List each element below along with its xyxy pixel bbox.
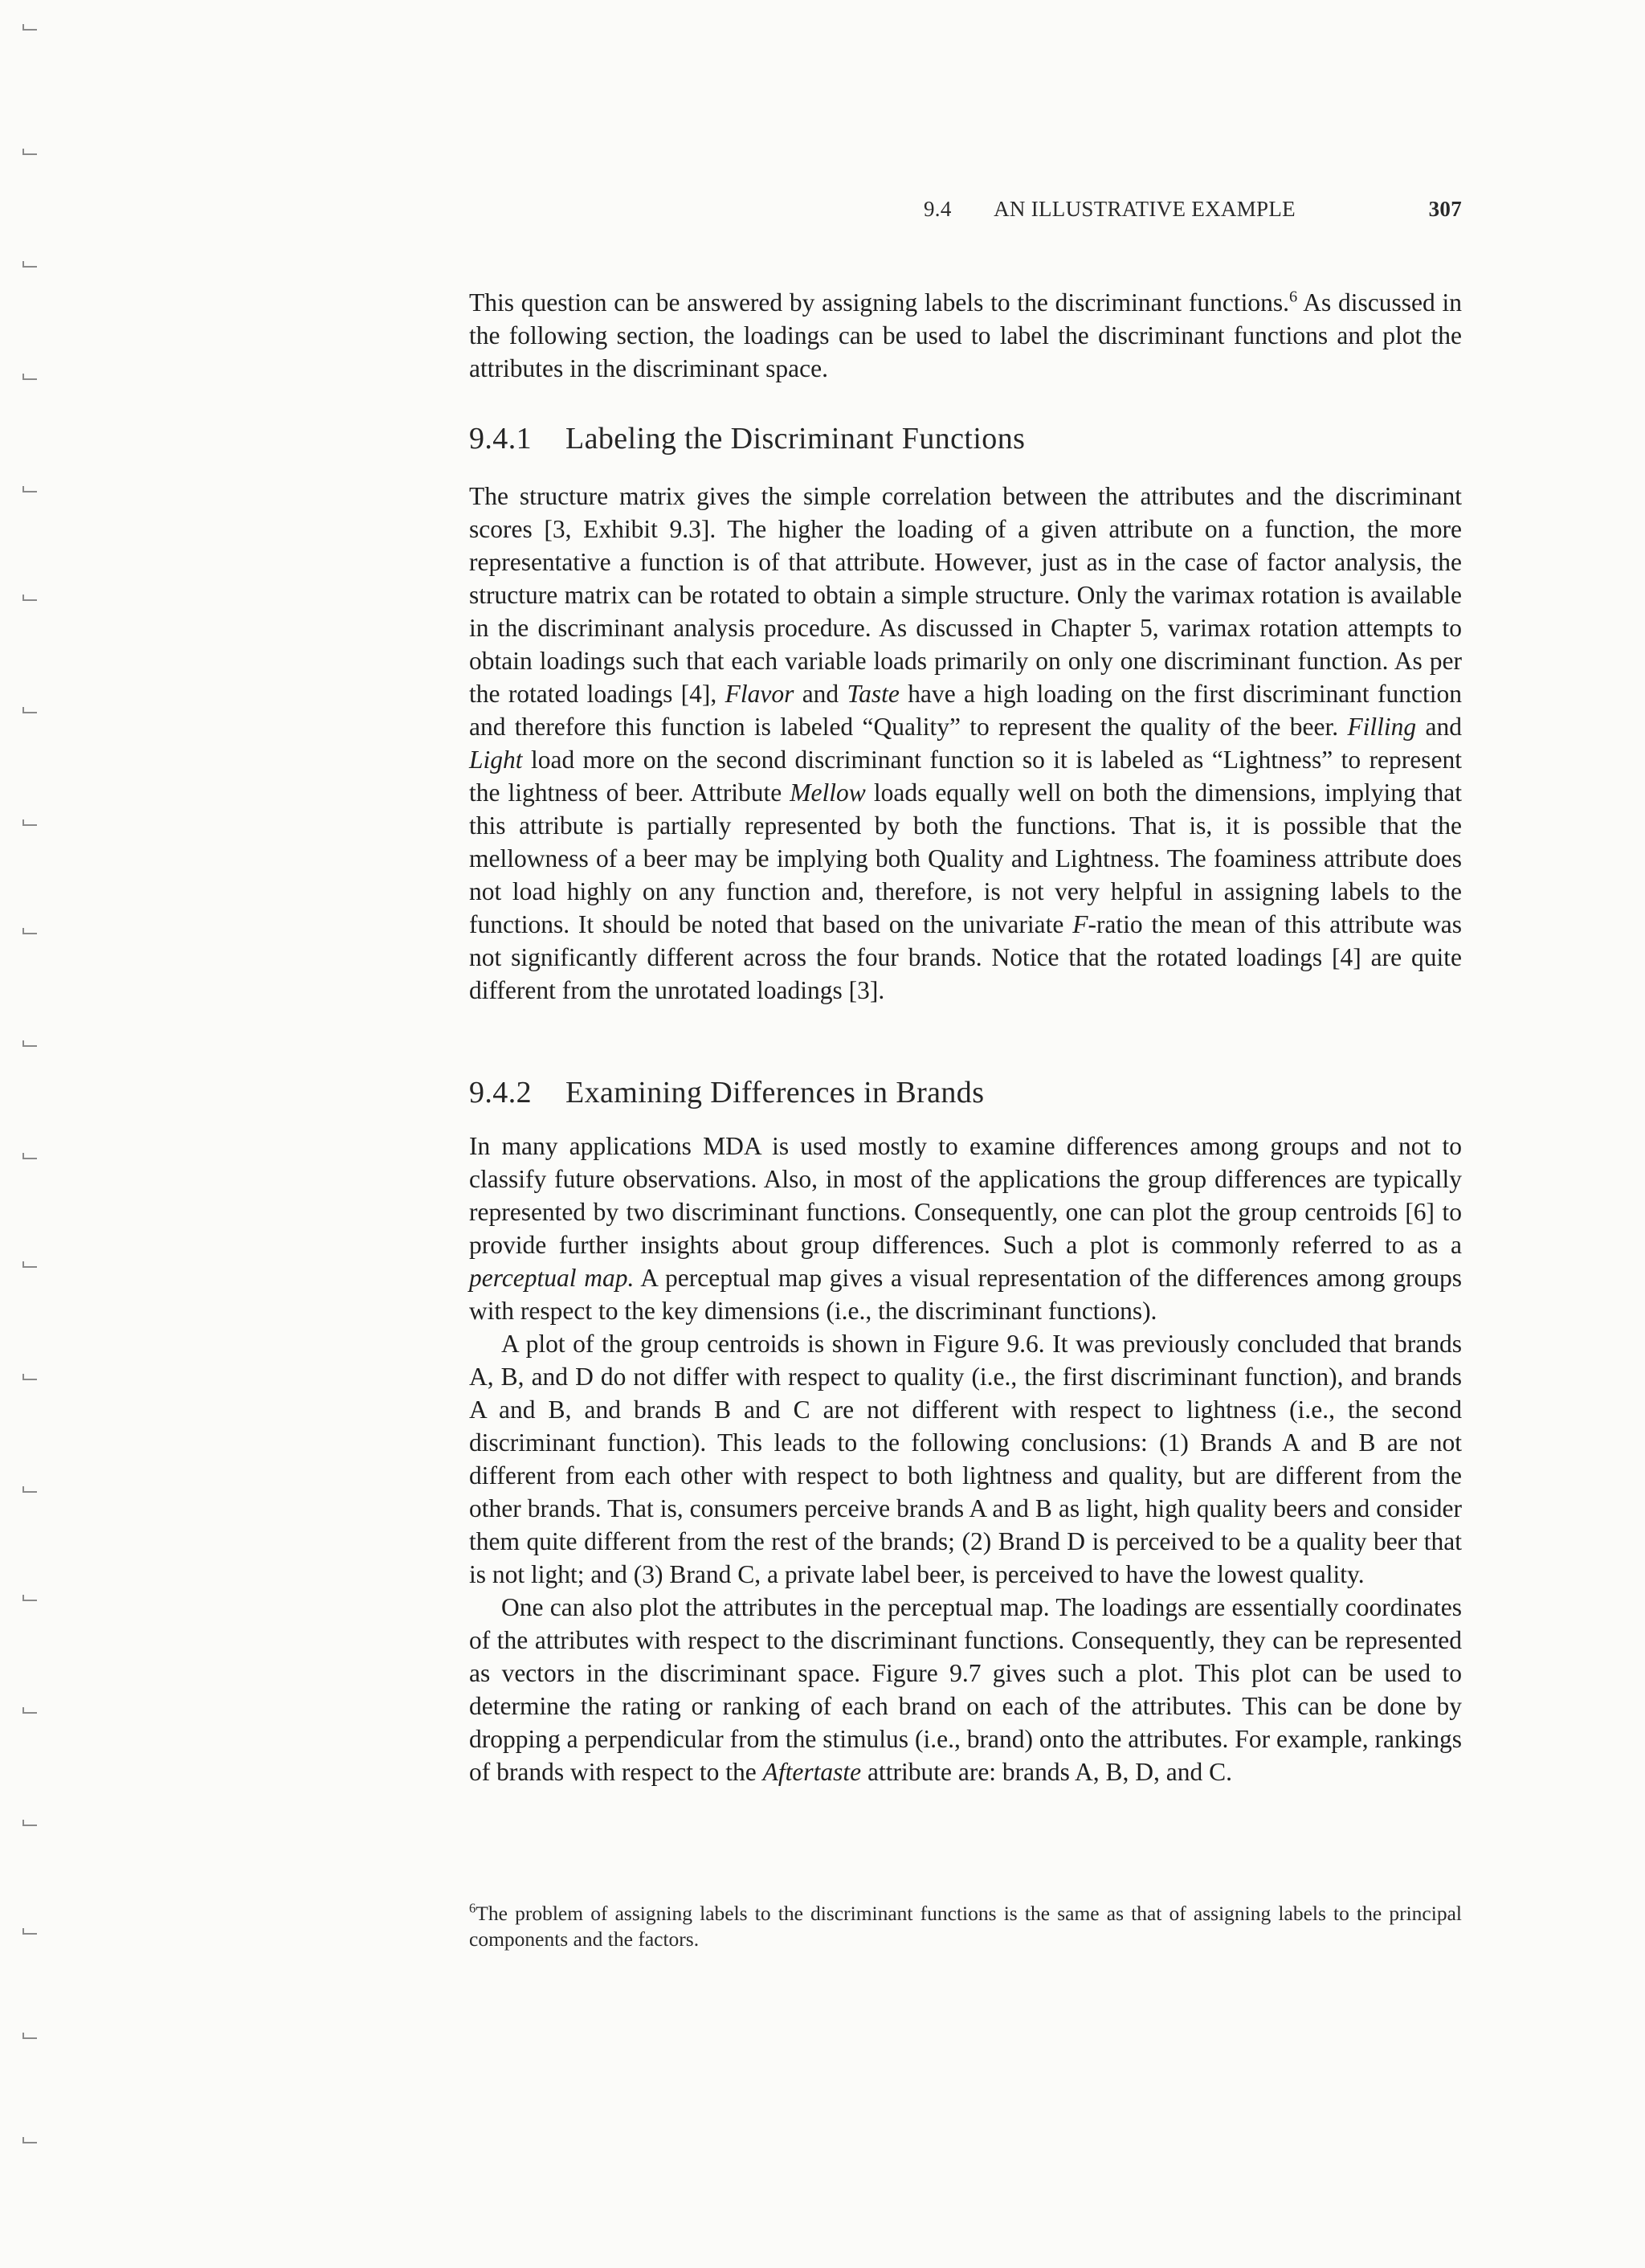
paragraph (469, 1591, 1462, 1788)
binding-mark (22, 1374, 37, 1380)
section-title: Examining Differences in Brands (565, 1076, 985, 1109)
page-number: 307 (1428, 197, 1462, 221)
footnote-reference: 6 (1288, 288, 1298, 306)
binding-mark (22, 707, 37, 713)
binding-mark (22, 1486, 37, 1493)
attribute-flavor: Flavor (725, 680, 794, 708)
text-run: and (794, 680, 847, 708)
binding-mark (22, 149, 37, 155)
intro-paragraph (469, 286, 1462, 385)
footnote-marker: 6 (469, 1900, 476, 1916)
text-run: -ratio the mean of this attribute was not significantly different across the four brands. Notice that the rotated loadings [4] are quite different from the unrotated loadings [3]. (469, 910, 1462, 1004)
binding-mark (22, 595, 37, 601)
section-title: Labeling the Discriminant Functions (565, 422, 1026, 456)
section-heading-941 (469, 421, 1462, 456)
section-number: 9.4.2 (469, 1076, 532, 1109)
running-head (924, 197, 1462, 222)
running-head-section: 9.4 (924, 197, 952, 221)
binding-mark (22, 2137, 37, 2143)
binding-mark (22, 819, 37, 826)
binding-mark (22, 1928, 37, 1935)
term-perceptual-map: perceptual map. (469, 1264, 635, 1292)
text-run: and (1416, 713, 1462, 741)
text-run: The structure matrix gives the simple correlation between the attributes and the discriminant scores [3, Exhibit 9.3]. The higher the loading of a given attribute on a function, the more representative a function is of that attribute. However, just as in the case of factor analysis, the structure matrix can be rotated to obtain a simple structure. Only the varimax rotation is available in the discriminant analysis procedure. As discussed in Chapter 5, varimax rotation attempts to obtain loadings such that each variable loads primarily on only one discriminant function. As per the rotated loadings [4], (469, 482, 1462, 708)
attribute-taste: Taste (847, 680, 900, 708)
binding-mark (22, 486, 37, 492)
text-run: In many applications MDA is used mostly to examine differences among groups and not to classify future observations. Also, in most of the applications the group differences are typically represented by two discriminant functions. Consequently, one can plot the group centroids [6] to provide further insights about group differences. Such a plot is commonly referred to as a (469, 1132, 1462, 1259)
binding-mark (22, 1261, 37, 1268)
binding-mark (22, 261, 37, 268)
footnote-text: The problem of assigning labels to the discriminant functions is the same as that of assigning labels to the principal components and the factors. (469, 1902, 1462, 1951)
attribute-mellow: Mellow (790, 778, 866, 807)
binding-mark (22, 1153, 37, 1159)
paragraph: A plot of the group centroids is shown in Figure 9.6. It was previously concluded that brands A, B, and D do not differ with respect to quality (i.e., the first discriminant function), and brands A and B, and brands B and C are not different with respect to lightness (i.e., the second discriminant function). This leads to the following conclusions: (1) Brands A and B are not different from each other with respect to both lightness and quality, but are different from the other brands. That is, consumers perceive brands A and B as light, high quality beers and consider them quite different from the rest of the brands; (2) Brand D is perceived to be a quality beer that is not light; and (3) Brand C, a private label beer, is perceived to have the lowest quality. (469, 1330, 1462, 1588)
text-run: A perceptual map gives a visual representation of the differences among groups with respect to the key dimensions (i.e., the discriminant functions). (469, 1264, 1462, 1325)
footnote (469, 1901, 1462, 1952)
paragraph (469, 1130, 1462, 1327)
attribute-filling: Filling (1347, 713, 1417, 741)
text-run: loads equally well on both the dimensions, implying that this attribute is partially represented by both the functions. That is, it is possible that the mellowness of a beer may be implying both Quality and Lightness. The foaminess attribute does not load highly on any function and, therefore, is not very helpful in assigning labels to the functions. It should be noted that based on the univariate (469, 778, 1463, 938)
text-run: As discussed in the following section, the loadings can be used to label the discriminant functions and plot the attributes in the discriminant space. (469, 288, 1462, 382)
text-run: One can also plot the attributes in the perceptual map. The loadings are essentially coordinates of the attributes with respect to the discriminant functions. Consequently, they can be represented as vectors in the discriminant space. Figure 9.7 gives such a plot. This plot can be used to determine the rating or ranking of each brand on each of the attributes. This can be done by dropping a perpendicular from the stimulus (i.e., brand) onto the attributes. For example, rankings of brands with respect to the (469, 1593, 1462, 1786)
binding-mark (22, 928, 37, 934)
section-941-body (469, 480, 1462, 1007)
text-run: attribute are: brands A, B, D, and C. (861, 1758, 1233, 1786)
binding-mark (22, 24, 37, 31)
text-run: This question can be answered by assigning labels to the discriminant functions. (469, 288, 1289, 317)
paragraph (469, 480, 1462, 1007)
binding-mark (22, 1820, 37, 1826)
binding-mark (22, 1707, 37, 1714)
attribute-light: Light (469, 746, 523, 774)
binding-mark (22, 1595, 37, 1601)
text-run: load more on the second discriminant function so it is labeled as “Lightness” to represent the lightness of beer. Attribute (469, 746, 1462, 807)
text-run: have a high loading on the first discriminant function and therefore this function is labeled “Quality” to represent the quality of the beer. (469, 680, 1462, 741)
section-heading-942 (469, 1075, 1462, 1110)
paragraph (469, 286, 1462, 385)
binding-mark (22, 2033, 37, 2039)
attribute-aftertaste: Aftertaste (762, 1758, 862, 1786)
f-statistic: F (1072, 910, 1088, 938)
section-942-body (469, 1130, 1462, 1788)
binding-mark (22, 1040, 37, 1047)
section-number: 9.4.1 (469, 422, 532, 456)
running-head-title: AN ILLUSTRATIVE EXAMPLE (994, 197, 1296, 221)
binding-mark (22, 374, 37, 380)
